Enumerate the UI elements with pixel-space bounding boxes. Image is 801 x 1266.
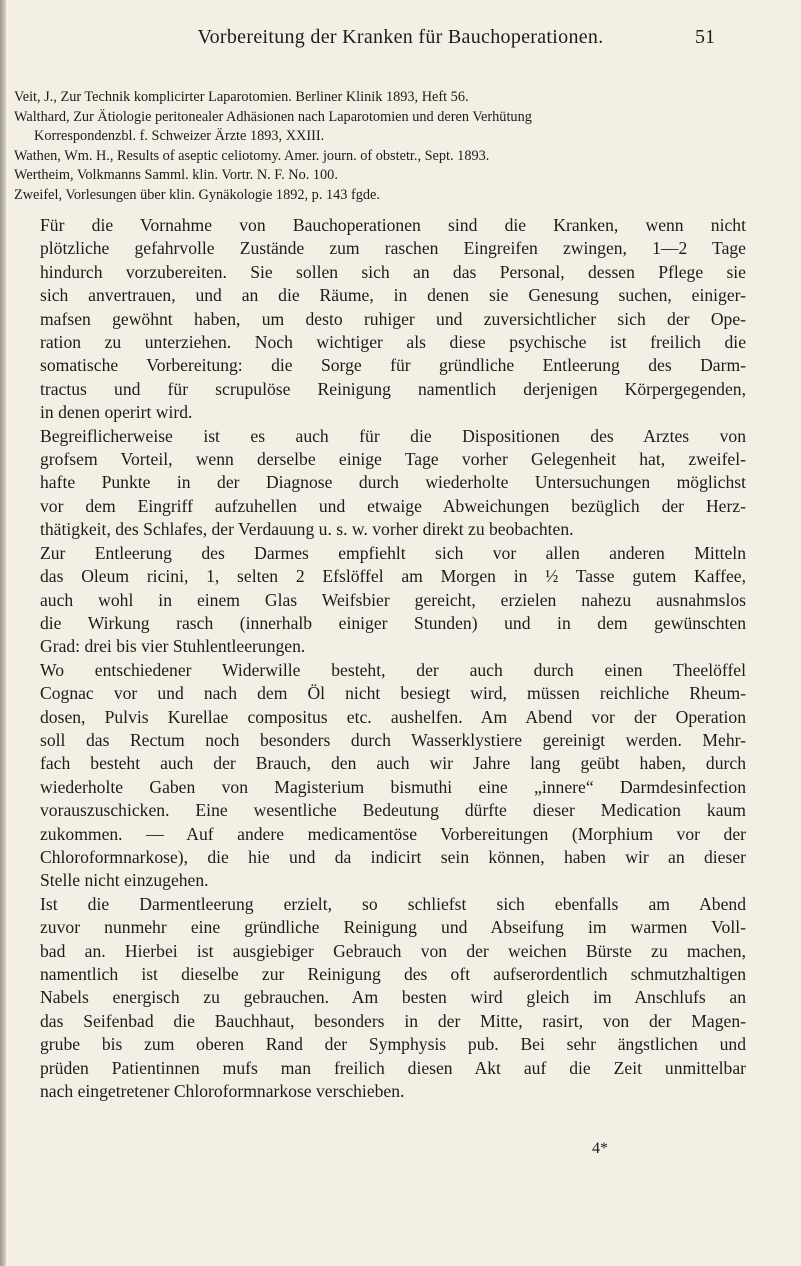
text-line: nach eingetretener Chloroformnarkose verschieben. bbox=[40, 1081, 405, 1102]
text-line: ration zu unterziehen. Noch wichtiger als diese psychische ist freilich die bbox=[40, 332, 746, 353]
text-line: grube bis zum oberen Rand der Symphysis pub. Bei sehr ängstlichen und bbox=[40, 1034, 746, 1055]
text-line: Für die Vornahme von Bauchoperationen sind die Kranken, wenn nicht bbox=[40, 215, 746, 235]
text-line: sich anvertrauen, und an die Räume, in denen sie Genesung suchen, einiger- bbox=[40, 285, 746, 306]
text-line: vorauszuschicken. Eine wesentliche Bedeutung dürfte dieser Medication kaum bbox=[40, 800, 746, 821]
text-line: Chloroformnarkose), die hie und da indicirt sein können, haben wir an dieser bbox=[40, 846, 746, 867]
text-line: vor dem Eingriff aufzuhellen und etwaige Abweichungen bezüglich der Herz- bbox=[40, 495, 746, 516]
text-line: Grad: drei bis vier Stuhlentleerungen. bbox=[40, 636, 306, 657]
text-line: zuvor nunmehr eine gründliche Reinigung und Abseifung im warmen Voll- bbox=[40, 917, 746, 938]
paragraph bbox=[12, 425, 746, 542]
text-line: grofsem Vorteil, wenn derselbe einige Tage vorher Gelegenheit hat, zweifel- bbox=[40, 449, 746, 470]
text-line: plötzliche gefahrvolle Zustände zum raschen Eingreifen zwingen, 1—2 Tage bbox=[40, 238, 746, 259]
text-line: somatische Vorbereitung: die Sorge für gründliche Entleerung des Darm- bbox=[40, 355, 746, 376]
reference-item: Wathen, Wm. H., Results of aseptic celiotomy. Amer. journ. of obstetr., Sept. 1893. bbox=[14, 147, 490, 164]
text-line: das Seifenbad die Bauchhaut, besonders in der Mitte, rasirt, von der Magen- bbox=[40, 1010, 746, 1031]
reference-item: Wertheim, Volkmanns Samml. klin. Vortr. N. F. No. 100. bbox=[14, 167, 338, 184]
text-line: Zur Entleerung des Darmes empfiehlt sich vor allen anderen Mitteln bbox=[40, 542, 746, 563]
text-line: prüden Patientinnen mufs man freilich diesen Akt auf die Zeit unmittelbar bbox=[40, 1057, 746, 1078]
text-line: wiederholte Gaben von Magisterium bismuthi eine „innere“ Darmdesinfection bbox=[40, 776, 746, 797]
paragraph bbox=[12, 542, 746, 659]
text-line: die Wirkung rasch (innerhalb einiger Stunden) und in dem gewünschten bbox=[40, 612, 746, 633]
running-header bbox=[0, 26, 801, 52]
page-binding-edge bbox=[0, 0, 6, 1266]
text-line: Stelle nicht einzugehen. bbox=[40, 870, 209, 891]
text-line: bad an. Hierbei ist ausgiebiger Gebrauch von der weichen Bürste zu machen, bbox=[40, 940, 746, 961]
reference-item-continuation: Korrespondenzbl. f. Schweizer Ärzte 1893, XXIII. bbox=[34, 128, 325, 145]
text-line: tractus und für scrupulöse Reinigung namentlich derjenigen Körpergegenden, bbox=[40, 378, 746, 399]
page-number: 51 bbox=[695, 26, 715, 48]
reference-item: Zweifel, Vorlesungen über klin. Gynäkologie 1892, p. 143 fgde. bbox=[14, 186, 380, 203]
reference-list bbox=[14, 88, 744, 206]
text-line: hindurch vorzubereiten. Sie sollen sich an das Personal, dessen Pflege sie bbox=[40, 261, 746, 282]
text-line: auch wohl in einem Glas Weifsbier gereicht, erzielen nahezu ausnahmslos bbox=[40, 589, 746, 610]
body-text bbox=[12, 214, 746, 1103]
text-line: soll das Rectum noch besonders durch Wasserklystiere gereinigt werden. Mehr- bbox=[40, 729, 746, 750]
text-line: dosen, Pulvis Kurellae compositus etc. aushelfen. Am Abend vor der Operation bbox=[40, 706, 746, 727]
text-line: Wo entschiedener Widerwille besteht, der auch durch einen Theelöffel bbox=[40, 659, 746, 680]
text-line: fach besteht auch der Brauch, den auch wir Jahre lang geübt haben, durch bbox=[40, 753, 746, 774]
text-line: Ist die Darmentleerung erzielt, so schliefst sich ebenfalls am Abend bbox=[40, 893, 746, 914]
reference-item: Walthard, Zur Ätiologie peritonealer Adhäsionen nach Laparotomien und deren Verhütung bbox=[14, 108, 532, 125]
text-line: mafsen gewöhnt haben, um desto ruhiger und zuversichtlicher sich der Ope- bbox=[40, 308, 746, 329]
paragraph bbox=[12, 214, 746, 425]
text-line: namentlich ist dieselbe zur Reinigung des oft aufserordentlich schmutzhaltigen bbox=[40, 964, 746, 984]
text-line: Nabels energisch zu gebrauchen. Am besten wird gleich im Anschlufs an bbox=[40, 987, 746, 1008]
signature-mark: 4* bbox=[592, 1140, 608, 1157]
reference-item: Veit, J., Zur Technik komplicirter Laparotomien. Berliner Klinik 1893, Heft 56. bbox=[14, 89, 469, 105]
paragraph bbox=[12, 893, 746, 1104]
text-line: Begreiflicherweise ist es auch für die Dispositionen des Arztes von bbox=[40, 425, 746, 446]
text-line: zukommen. — Auf andere medicamentöse Vorbereitungen (Morphium vor der bbox=[40, 823, 746, 844]
text-line: thätigkeit, des Schlafes, der Verdauung u. s. w. vorher direkt zu beobachten. bbox=[40, 519, 574, 540]
running-title: Vorbereitung der Kranken für Bauchoperationen. bbox=[197, 26, 604, 48]
text-line: hafte Punkte in der Diagnose durch wiederholte Untersuchungen möglichst bbox=[40, 472, 746, 493]
paragraph bbox=[12, 659, 746, 893]
text-line: Cognac vor und nach dem Öl nicht besiegt wird, müssen reichliche Rheum- bbox=[40, 683, 746, 704]
text-line: das Oleum ricini, 1, selten 2 Efslöffel am Morgen in ½ Tasse gutem Kaffee, bbox=[40, 566, 746, 587]
text-line: in denen operirt wird. bbox=[40, 402, 193, 423]
